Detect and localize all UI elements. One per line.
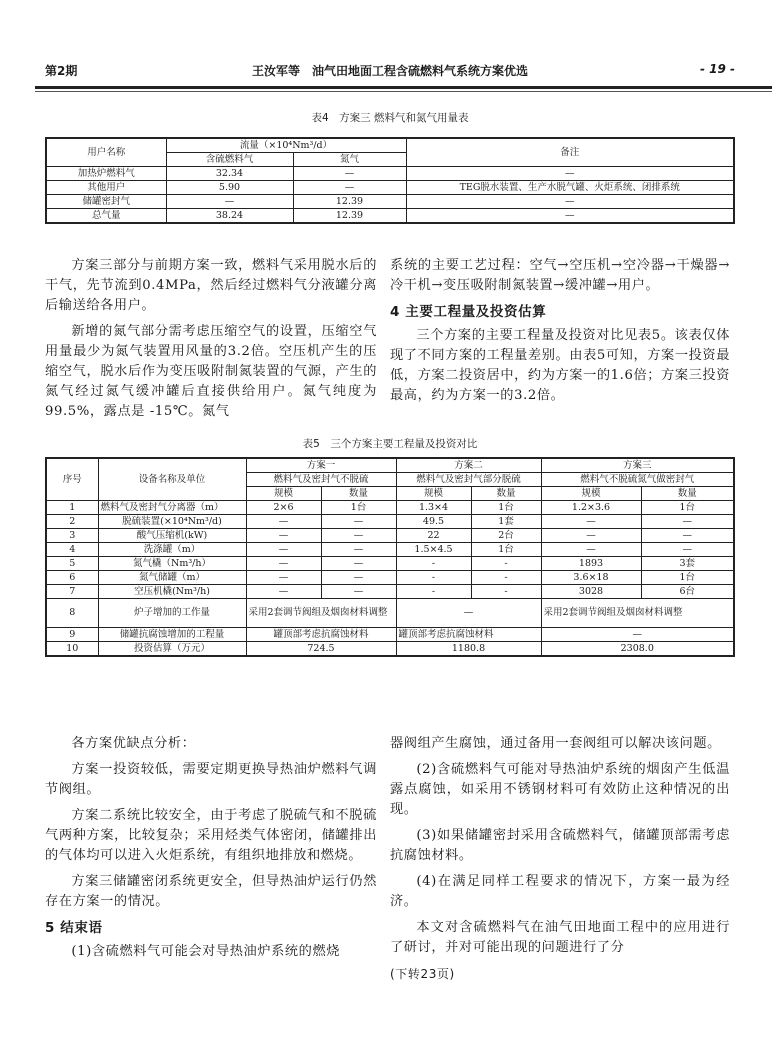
page-number: - 19 - (699, 62, 735, 76)
cell: — (541, 628, 734, 642)
th-name: 设备名称及单位 (98, 458, 246, 501)
th-qty: 数量 (471, 487, 541, 501)
cell: 4 (46, 543, 98, 557)
left-column-top (45, 256, 377, 428)
th-scheme1: 方案一 (246, 458, 396, 473)
table-row (46, 585, 734, 599)
cell: 氮气橇（Nm³/h） (98, 557, 246, 571)
cell: — (246, 515, 321, 529)
cell: 1180.8 (396, 642, 541, 657)
cell: — (246, 557, 321, 571)
table-row (46, 628, 734, 642)
cell: TEG脱水装置、生产水脱气罐、火炬系统、闭排系统 (406, 181, 734, 195)
cell: 1 (46, 501, 98, 515)
paragraph: 新增的氮气部分需考虑压缩空气的设置，压缩空气用量最少为氮气装置用风量的3.2倍。空压机产生的压缩空气，脱水后作为变压吸附制氮装置的气源，产生的氮气经过氮气缓冲罐后直接供给用户。氮气纯度为99.5%，露点是 -15℃。氮气 (45, 324, 377, 419)
cell: 1893 (541, 557, 641, 571)
table-row (46, 543, 734, 557)
issue-number: 第2期 (45, 64, 78, 78)
cell: 采用2套调节阀组及烟囱材料调整 (541, 599, 734, 628)
table5 (45, 457, 735, 657)
paragraph: 系统的主要工艺过程：空气→空压机→空冷器→干燥器→冷干机→变压吸附制氮装置→缓冲罐→用户。 (390, 258, 730, 293)
cell: 5.90 (166, 181, 293, 195)
cell: — (321, 557, 396, 571)
th-scheme2-desc: 燃料气及密封气部分脱硫 (396, 473, 541, 487)
cell: — (396, 599, 541, 628)
cell: 空压机橇(Nm³/h) (98, 585, 246, 599)
cell: - (471, 585, 541, 599)
cell: 燃料气及密封气分离器（m） (98, 501, 246, 515)
cell: — (293, 167, 406, 181)
th-scheme3: 方案三 (541, 458, 734, 473)
table4 (45, 137, 735, 224)
right-column-bottom (390, 734, 730, 984)
running-header (45, 62, 735, 82)
th-scale: 规模 (541, 487, 641, 501)
cell: 7 (46, 585, 98, 599)
cell: 10 (46, 642, 98, 657)
th-nitrogen: 氮气 (293, 153, 406, 167)
cell: 酸气压缩机(kW) (98, 529, 246, 543)
paragraph: 器阀组产生腐蚀，通过备用一套阀组可以解决该问题。 (390, 736, 721, 751)
table-row (46, 195, 734, 209)
paragraph: (2)含硫燃料气可能对导热油炉系统的烟囱产生低温露点腐蚀，如采用不锈钢材料可有效防止这种情况的出现。 (390, 762, 730, 817)
cell: 投资估算（万元） (98, 642, 246, 657)
cell: — (541, 515, 641, 529)
cell: 2308.0 (541, 642, 734, 657)
cell: — (321, 571, 396, 585)
left-column-bottom (45, 734, 377, 968)
cell: — (321, 585, 396, 599)
paragraph: 方案一投资较低，需要定期更换导热油炉燃料气调节阀组。 (45, 762, 377, 797)
th-scheme2: 方案二 (396, 458, 541, 473)
th-no: 序号 (46, 458, 98, 501)
table-row (46, 501, 734, 515)
th-qty: 数量 (321, 487, 396, 501)
cell: 储罐抗腐蚀增加的工程量 (98, 628, 246, 642)
cell: — (246, 571, 321, 585)
cell: 6台 (641, 585, 734, 599)
cell: 炉子增加的工作量 (98, 599, 246, 628)
paragraph: 方案三储罐密闭系统更安全，但导热油炉运行仍然存在方案一的情况。 (45, 874, 377, 909)
table-row (46, 642, 734, 657)
cell: 32.34 (166, 167, 293, 181)
th-user: 用户名称 (46, 138, 166, 167)
cell: — (641, 529, 734, 543)
cell: 1台 (471, 543, 541, 557)
continued-note: (下转23页) (390, 967, 455, 981)
cell: — (321, 543, 396, 557)
cell: 洗涤罐（m） (98, 543, 246, 557)
paragraph: 本文对含硫燃料气在油气田地面工程中的应用进行了研讨，并对可能出现的问题进行了分 (390, 920, 730, 955)
header-rule-thin (35, 91, 772, 92)
cell: 49.5 (396, 515, 471, 529)
cell: 1套 (471, 515, 541, 529)
th-scheme3-desc: 燃料气不脱硫氮气做密封气 (541, 473, 734, 487)
cell: 2×6 (246, 501, 321, 515)
cell: — (641, 543, 734, 557)
cell: 储罐密封气 (46, 195, 166, 209)
running-title: 王汝军等 油气田地面工程含硫燃料气系统方案优选 (251, 64, 528, 78)
th-scale: 规模 (246, 487, 321, 501)
cell: — (406, 209, 734, 224)
cell: — (541, 543, 641, 557)
cell: — (246, 585, 321, 599)
th-sulfur-gas: 含硫燃料气 (166, 153, 293, 167)
cell: — (406, 167, 734, 181)
th-scale: 规模 (396, 487, 471, 501)
cell: 总气量 (46, 209, 166, 224)
cell: 8 (46, 599, 98, 628)
th-flow: 流量（×10⁴Nm³/d） (166, 138, 406, 153)
cell: — (246, 529, 321, 543)
cell: 1.3×4 (396, 501, 471, 515)
cell: 罐顶部考虑抗腐蚀材料 (396, 628, 541, 642)
header-rule (35, 86, 772, 89)
paragraph: 三个方案的主要工程量及投资对比见表5。该表仅体现了不同方案的工程量差别。由表5可知，方案一投资最低，方案二投资居中，约为方案一的1.6倍；方案三投资最高，约为方案一的3.2倍。 (390, 328, 730, 403)
cell: - (471, 571, 541, 585)
cell: 9 (46, 628, 98, 642)
table-row (46, 209, 734, 224)
paragraph: 方案二系统比较安全，由于考虑了脱硫气和不脱硫气两种方案，比较复杂；采用烃类气体密闭，储罐排出的气体均可以进入火炬系统，有组织地排放和燃烧。 (45, 808, 377, 863)
table-row (46, 557, 734, 571)
cell: 12.39 (293, 195, 406, 209)
cell: 1台 (641, 501, 734, 515)
table4-caption: 表4 方案三 燃料气和氮气用量表 (311, 112, 469, 124)
cell: 2台 (471, 529, 541, 543)
th-note: 备注 (406, 138, 734, 167)
cell: 38.24 (166, 209, 293, 224)
th-scheme1-desc: 燃料气及密封气不脱硫 (246, 473, 396, 487)
cell: — (166, 195, 293, 209)
cell: — (293, 181, 406, 195)
cell: 3028 (541, 585, 641, 599)
cell: 1台 (471, 501, 541, 515)
paragraph: 方案三部分与前期方案一致，燃料气采用脱水后的干气，先节流到0.4MPa，然后经过燃料气分液罐分离后输送给各用户。 (45, 258, 377, 313)
table-row (46, 529, 734, 543)
cell: 其他用户 (46, 181, 166, 195)
th-qty: 数量 (641, 487, 734, 501)
cell: 3.6×18 (541, 571, 641, 585)
cell: 3套 (641, 557, 734, 571)
paragraph: (1)含硫燃料气可能会对导热油炉系统的燃烧 (71, 944, 341, 959)
cell: - (471, 557, 541, 571)
cell: 采用2套调节阀组及烟囱材料调整 (246, 599, 396, 628)
table-row (46, 599, 734, 628)
cell: — (321, 529, 396, 543)
section-heading: 5 结束语 (45, 920, 103, 936)
cell: - (396, 557, 471, 571)
paragraph: (4)在满足同样工程要求的情况下，方案一最为经济。 (390, 874, 730, 909)
cell: — (246, 543, 321, 557)
cell: 1.5×4.5 (396, 543, 471, 557)
cell: 氮气储罐（m） (98, 571, 246, 585)
cell: 1.2×3.6 (541, 501, 641, 515)
cell: - (396, 585, 471, 599)
cell: 3 (46, 529, 98, 543)
cell: 2 (46, 515, 98, 529)
right-column-top (390, 256, 730, 412)
section-heading: 4 主要工程量及投资估算 (390, 304, 547, 320)
paragraph: (3)如果储罐密封采用含硫燃料气，储罐顶部需考虑抗腐蚀材料。 (390, 828, 730, 863)
cell: 脱硫装置(×10⁴Nm³/d) (98, 515, 246, 529)
cell: — (321, 515, 396, 529)
cell: 724.5 (246, 642, 396, 657)
table-row (46, 181, 734, 195)
cell: 加热炉燃料气 (46, 167, 166, 181)
table-row (46, 571, 734, 585)
cell: 12.39 (293, 209, 406, 224)
paragraph: 各方案优缺点分析： (71, 736, 196, 751)
cell: 5 (46, 557, 98, 571)
table5-caption: 表5 三个方案主要工程量及投资对比 (302, 438, 478, 450)
table-row (46, 515, 734, 529)
cell: 6 (46, 571, 98, 585)
cell: 22 (396, 529, 471, 543)
cell: - (396, 571, 471, 585)
table-row (46, 167, 734, 181)
cell: 1台 (641, 571, 734, 585)
cell: — (406, 195, 734, 209)
cell: — (541, 529, 641, 543)
cell: — (641, 515, 734, 529)
cell: 罐顶部考虑抗腐蚀材料 (246, 628, 396, 642)
cell: 1台 (321, 501, 396, 515)
